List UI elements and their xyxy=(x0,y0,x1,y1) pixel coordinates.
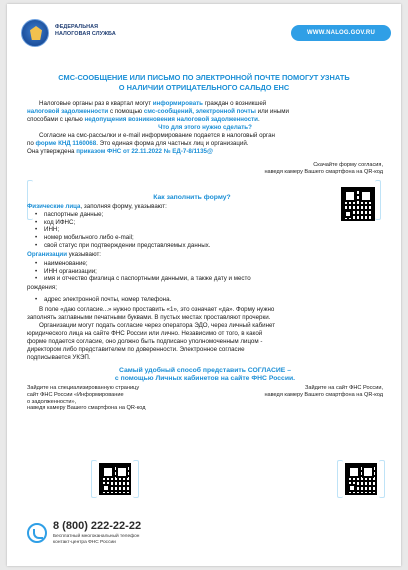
caption-line: Бесплатный многоканальный телефон xyxy=(53,534,140,539)
highlight: форме КНД 1160068 xyxy=(35,140,97,147)
list-item: • ИНН организации; xyxy=(35,268,375,276)
intro-line-5 xyxy=(27,140,383,148)
text: указывают: xyxy=(67,251,102,258)
text: граждан о возникшей xyxy=(203,100,267,107)
website-url-badge[interactable]: WWW.NALOG.GOV.RU xyxy=(291,25,391,41)
caption-line: наведя камеру Вашего смартфона на QR-код xyxy=(264,391,383,398)
text: способами с целью xyxy=(27,116,85,123)
title-line-2: О НАЛИЧИИ ОТРИЦАТЕЛЬНОГО САЛЬДО ЕНС xyxy=(118,82,290,92)
fill-p4: юридического лица на сайте ФНС России или лично. Независимо от того, в какой xyxy=(27,330,263,337)
highlight: Физические лица xyxy=(27,203,81,210)
title-line-1: СМС-СООБЩЕНИЕ ИЛИ ПИСЬМО ПО ЭЛЕКТРОННОЙ ПОЧТЕ ПОМОГУТ УЗНАТЬ xyxy=(58,73,350,82)
hotline-phone[interactable]: 8 (800) 222-22-22 xyxy=(53,520,142,532)
fill-p7: подписывается УКЭП. xyxy=(27,354,91,361)
fill-p2: заполнять заглавными печатными буквами. В пустых местах проставляют прочерки. xyxy=(27,314,271,321)
qr1-caption xyxy=(187,162,383,176)
fns-emblem-icon xyxy=(21,19,49,47)
header xyxy=(21,15,391,61)
caption-line: сайт ФНС России «Информирование xyxy=(27,391,124,398)
intro-line-1 xyxy=(27,100,383,108)
page-title xyxy=(27,73,381,92)
caption-line: Зайдите на сайт ФНС России, xyxy=(305,385,383,391)
frame-left xyxy=(27,180,33,220)
document-page xyxy=(7,4,401,566)
orgs-list-continuation: рождения; xyxy=(27,284,57,291)
frame-right xyxy=(375,180,381,220)
list-item: • наименование; xyxy=(35,260,375,268)
fill-p5: форме подается согласие, оно должно быть подписано уполномоченным лицом - xyxy=(27,338,263,345)
list-item: • номер мобильного либо e-mail; xyxy=(35,234,335,242)
qr-code-fns-site[interactable] xyxy=(345,463,377,495)
caption-line: Скачайте форму согласия, xyxy=(313,162,383,168)
phone-icon xyxy=(27,523,47,543)
list-item: • ИНН; xyxy=(35,226,335,234)
frame-left xyxy=(337,460,343,498)
text: Она утверждена xyxy=(27,148,77,155)
qr-code-form-download[interactable] xyxy=(341,187,375,221)
logo-line-2: НАЛОГОВАЯ СЛУЖБА xyxy=(55,31,116,37)
text: . Это единая форма для частных лиц и организаций. xyxy=(96,140,249,147)
highlight: налоговой задолженности xyxy=(27,108,109,115)
highlight: смс-сообщений, электронной почты xyxy=(143,108,256,115)
list-item: • код ИФНС; xyxy=(35,219,335,227)
highlight: информировать xyxy=(152,100,203,107)
fill-heading: Как заполнить форму? xyxy=(153,194,231,201)
fill-p6: директором либо представителем по доверенности. Электронное согласие xyxy=(27,346,245,353)
orgs-intro xyxy=(27,251,327,259)
highlight: недопущения возникновения налоговой задолженности xyxy=(84,116,258,123)
frame-left xyxy=(91,460,97,498)
intro-line-3 xyxy=(27,116,383,124)
intro-line-4: Согласие на смс-рассылки и e-mail информирование подается в налоговый орган xyxy=(39,132,275,139)
individuals-list xyxy=(35,211,335,250)
intro-line-2 xyxy=(27,108,383,116)
text: . xyxy=(257,116,260,123)
frame-right xyxy=(379,460,385,498)
caption-line: контакт-центра ФНС России xyxy=(53,539,116,545)
logo-text xyxy=(55,24,135,38)
left-qr-caption xyxy=(27,385,197,412)
text: по xyxy=(27,140,36,147)
best-way-heading xyxy=(27,367,383,383)
list-item: • имя и отчество физлица с паспортными данными, а также дату и место xyxy=(35,275,375,283)
question-heading: Что для этого нужно сделать? xyxy=(158,124,252,131)
text: Налоговые органы раз в квартал могут xyxy=(39,100,153,107)
heading-line: с помощью Личных кабинетов на сайте ФНС России. xyxy=(114,375,296,383)
caption-line: наведя камеру Вашего смартфона на QR-код xyxy=(264,169,383,175)
text: с помощью xyxy=(108,108,144,115)
text: , заполняя форму, указывают: xyxy=(80,203,167,210)
frame-right xyxy=(133,460,139,498)
intro-line-6 xyxy=(27,148,383,156)
heading-line: Самый удобный способ представить СОГЛАСИЕ – xyxy=(118,367,291,374)
caption-line: наведя камеру Вашего смартфона на QR-код xyxy=(27,405,146,412)
list-item: • паспортные данные; xyxy=(35,211,335,219)
list-item: • свой статус при подтверждении представляемых данных. xyxy=(35,242,335,250)
orgs-list xyxy=(35,260,375,283)
right-qr-caption xyxy=(213,385,383,399)
list-item: • адрес электронной почты, номер телефона. xyxy=(35,296,335,304)
hotline-caption xyxy=(53,534,173,546)
qr-code-debt-info[interactable] xyxy=(99,463,131,495)
highlight: приказом ФНС от 22.11.2022 № ЕД-7-8/1135@ xyxy=(76,148,214,155)
caption-line: Зайдите на специализированную страницу xyxy=(27,385,140,391)
logo-line-1: ФЕДЕРАЛЬНАЯ xyxy=(55,24,99,30)
caption-line: о задолженности», xyxy=(27,398,77,405)
highlight: Организации xyxy=(27,251,67,258)
text: или иными xyxy=(255,108,289,115)
fill-p1: В поле «даю согласие...» нужно проставить «1», это означает «да». Форму нужно xyxy=(39,306,275,313)
fill-p3: Организации могут подать согласие через оператора ЭДО, через личный кабинет xyxy=(39,322,276,329)
individuals-intro xyxy=(27,203,327,211)
orgs-list-last xyxy=(35,296,335,304)
